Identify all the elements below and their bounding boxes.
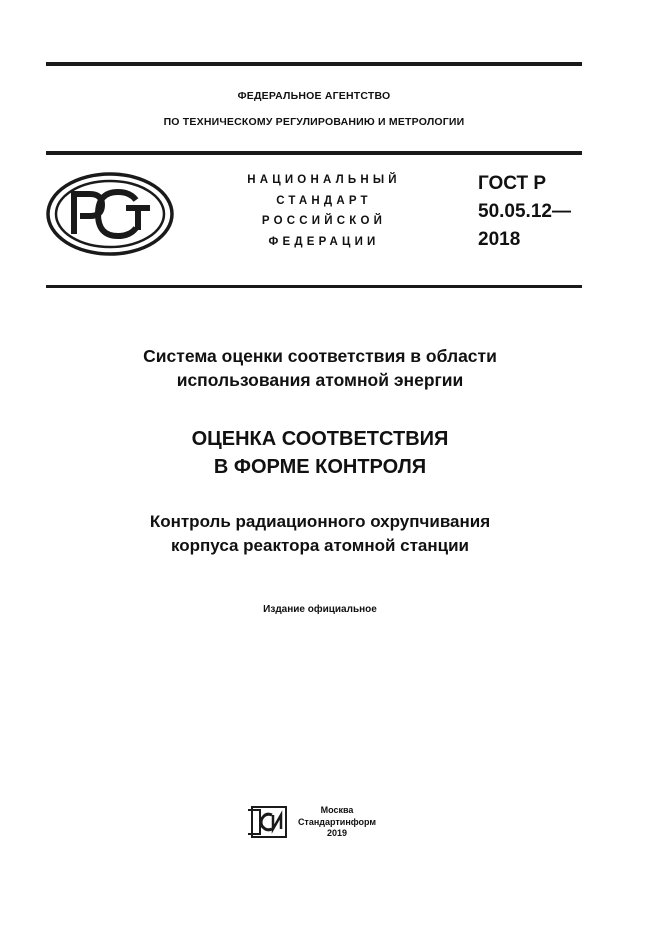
designation-line-2: 50.05.12— bbox=[478, 201, 571, 222]
title-rule bbox=[46, 285, 582, 288]
designation-line-1: ГОСТ Р bbox=[478, 173, 547, 194]
national-standard-line-3: РОССИЙСКОЙ bbox=[261, 215, 387, 227]
sub-title-line-2: корпуса реактора атомной станции bbox=[170, 536, 469, 555]
system-title bbox=[40, 344, 600, 392]
national-standard-line-2: СТАНДАРТ bbox=[276, 194, 372, 207]
edition-label: Издание официальное bbox=[263, 604, 377, 615]
system-title-line-2: использования атомной энергии bbox=[176, 370, 464, 390]
rst-certification-logo-icon bbox=[46, 172, 174, 256]
standard-designation bbox=[478, 170, 571, 254]
publisher-name: Стандартинформ bbox=[297, 816, 377, 827]
agency-line-1: ФЕДЕРАЛЬНОЕ АГЕНТСТВО bbox=[237, 90, 391, 102]
main-title-line-2: В ФОРМЕ КОНТРОЛЯ bbox=[213, 456, 427, 478]
standartinform-logo-icon bbox=[248, 806, 288, 838]
sub-title bbox=[40, 510, 600, 558]
national-standard-label bbox=[214, 170, 434, 252]
publisher-info bbox=[296, 805, 378, 840]
national-standard-line-1: НАЦИОНАЛЬНЫЙ bbox=[247, 174, 401, 186]
designation-line-3: 2018 bbox=[478, 229, 521, 250]
publisher-year: 2019 bbox=[326, 828, 348, 838]
top-rule bbox=[46, 62, 582, 66]
system-title-line-1: Система оценки соответствия в области bbox=[143, 346, 497, 366]
main-title bbox=[40, 425, 600, 481]
main-title-line-1: ОЦЕНКА СООТВЕТСТВИЯ bbox=[191, 428, 449, 450]
agency-line-2: ПО ТЕХНИЧЕСКОМУ РЕГУЛИРОВАНИЮ И МЕТРОЛОГИИ bbox=[163, 116, 465, 128]
national-standard-line-4: ФЕДЕРАЦИИ bbox=[268, 235, 380, 248]
header-rule bbox=[46, 151, 582, 155]
publisher-city: Москва bbox=[320, 805, 354, 815]
sub-title-line-1: Контроль радиационного охрупчивания bbox=[149, 512, 491, 531]
